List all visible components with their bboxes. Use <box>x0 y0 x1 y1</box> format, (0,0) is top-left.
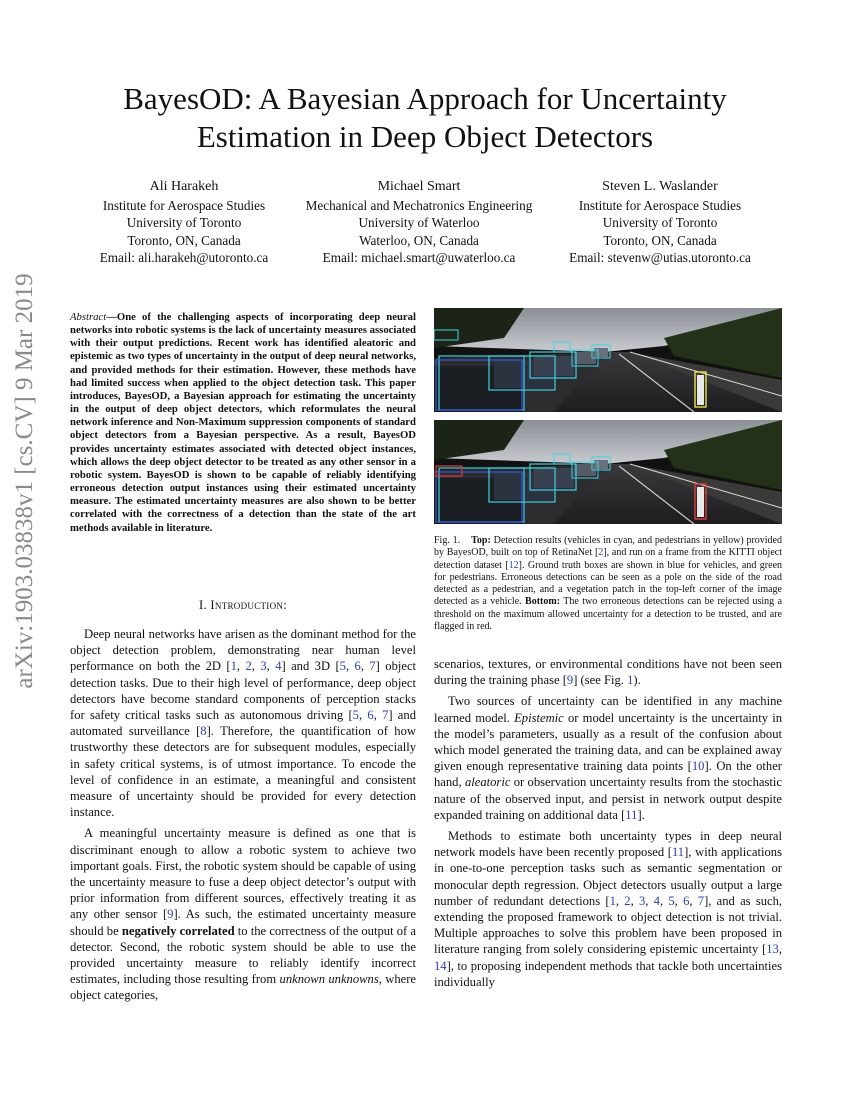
author-name: Steven L. Waslander <box>602 179 718 194</box>
intro-body <box>70 626 416 1009</box>
text-run: Deep neural networks have arisen as the dominant method for the object detection problem, demonstrating near human level performance on both the 2D [ <box>70 627 416 674</box>
figure-caption <box>434 535 782 633</box>
author-affiliation: Mechanical and Mechatronics Engineering <box>305 197 533 213</box>
caption-bottom-label: Bottom: <box>525 596 561 608</box>
text-run: to the correctness of the output of a detector. Second, the robotic system should be able to use the provided uncertainty measure to reliably identify incorrect estimates, including those resulting from <box>70 923 417 987</box>
author-university: University of Waterloo <box>358 215 480 231</box>
citation-link[interactable]: 2 <box>245 659 252 674</box>
author-name: Michael Smart <box>377 179 461 194</box>
citation-link[interactable]: 6 <box>367 708 374 723</box>
emphasis-bold: negatively correlated <box>121 923 235 938</box>
citation-link[interactable]: 4 <box>653 893 660 908</box>
citation-link[interactable]: 5 <box>668 893 675 908</box>
figure-top-image <box>434 308 782 412</box>
citation-link[interactable]: 5 <box>339 659 346 674</box>
text-run: ]. As such, the estimated uncertainty measure should be <box>70 907 416 938</box>
author-1 <box>93 178 275 267</box>
title-line-2: Estimation in Deep Object Detectors <box>196 119 654 154</box>
author-email: Email: stevenw@utias.utoronto.ca <box>569 250 751 266</box>
title-line-1: BayesOD: A Bayesian Approach for Uncertainty <box>123 81 727 116</box>
citation-link[interactable]: 3 <box>638 893 646 908</box>
section-title: Introduction: <box>210 598 287 612</box>
abstract-text: —One of the challenging aspects of incorporating deep neural networks into robotic systems is the lack of uncertainty measures associated with their output predictions. Recent work has identified aleatoric and epistemic as two types of uncertainty in the output of deep neural networks, and provided methods for their estimation. However, these methods have had limited success when applied to the object detection task. This paper introduces, BayesOD, a Bayesian approach for estimating the uncertainty in the output of deep object detectors, which reformulates the neural network inference and Non-Maximum suppression components of standard object detectors from a Bayesian perspective. As a result, BayesOD provides uncertainty estimates associated with detected object instances, which allows the deep object detector to be treated as any other sensor in a robotic system. BayesOD is shown to be capable of reliably identifying erroneous detection output instances using their estimated uncertainty measure. The estimated uncertainty measures are also shown to be better correlated with the correctness of a detection than the state of the art methods available in literature. <box>70 311 416 534</box>
text-run: Detection results (vehicles in cyan, and pedestrians in yellow) provided by BayesOD, built on top of RetinaNet [ <box>434 535 782 559</box>
text-run: ] object detection tasks. Due to their high level of performance, deep object detectors have become standard components of perception stacks for safety critical tasks such as autonomous driving [ <box>70 659 417 723</box>
text-run: A meaningful uncertainty measure is defined as one that is discriminant enough to allow a robotic system to achieve two important goals. First, the robotic system should be capable of using the uncertainty measure to fuse a deep object detector’s output with prior information from different sources, effectively treating it as any other sensor [ <box>70 826 416 922</box>
citation-link[interactable]: 11 <box>625 807 638 822</box>
author-location: Waterloo, ON, Canada <box>359 232 479 248</box>
abstract-lead: Abstract <box>70 311 107 323</box>
text-run: ], and as such, extending the proposed framework to object detection is not trivial. Multiple approaches to solve this problem have been proposed in literature ranging from solely considering epistemic uncertainty [ <box>434 893 783 957</box>
author-block <box>0 178 850 268</box>
caption-label: Fig. 1. <box>434 535 461 546</box>
arxiv-stamp: arXiv:1903.03838v1 [cs.CV] 9 Mar 2019 <box>11 273 38 689</box>
citation-link[interactable]: 7 <box>697 893 705 908</box>
citation-link[interactable]: 2 <box>598 547 604 559</box>
citation-link[interactable]: 14 <box>434 958 447 973</box>
text-run: ], to proposing independent methods that tackle both uncertainties individually <box>434 958 782 989</box>
figure-bottom-image <box>434 420 782 524</box>
citation-link[interactable]: 9 <box>566 673 574 688</box>
text-run: ], with applications in one-to-one perception tasks such as semantic segmentation or monocular depth regression. Object detectors usually output a large number of redundant detections [ <box>434 845 782 908</box>
paragraph-methods: Methods to estimate both uncertainty types in deep neural network models have been recently proposed [11], with applications in one-to-one perception tasks such as semantic segmentation or monocular depth regression. Object detectors usually output a large number of redundant detections [1, 2, 3, 4, 5, 6, 7], and as such, extending the proposed framework to object detection is not trivial. Multiple approaches to solve this problem have been proposed in literature ranging from solely considering epistemic uncertainty [13, 14], to proposing independent methods that tackle both uncertainties individually <box>434 829 783 989</box>
emphasis-italic: aleatoric <box>464 775 511 790</box>
text-run: ] and 3D [ <box>281 659 340 674</box>
text-run: ] and automated surveillance [ <box>70 708 416 739</box>
author-2 <box>296 178 542 267</box>
road-scene-bottom <box>434 420 782 524</box>
intro-paragraph-1: Deep neural networks have arisen as the dominant method for the object detection problem, demonstrating near human level performance on both the 2D [1, 2, 3, 4] and 3D [5, 6, 7] object detection tasks. Due to their high level of performance, deep object detectors have become standard components of perception stacks for safety critical tasks such as autonomous driving [5, 6, 7] and automated surveillance [8]. Therefore, the quantification of how trustworthy these detectors are for subsequent modules, especially in safety critical systems, is of utmost importance. To encode the level of confidence in an estimate, a meaningful and consistent measure of uncertainty should be provided for every detection instance. <box>70 627 417 820</box>
text-run: , where object categories, <box>70 972 417 1003</box>
citation-link[interactable]: 13 <box>766 942 779 957</box>
author-location: Toronto, ON, Canada <box>127 232 241 248</box>
text-run: ]. <box>637 807 645 822</box>
text-run: scenarios, textures, or environmental conditions have not been seen during the training phase [ <box>434 657 782 688</box>
citation-link[interactable]: 7 <box>382 708 389 723</box>
citation-link[interactable]: 6 <box>354 659 361 674</box>
text-run: Two sources of uncertainty can be identified in any machine learned model. <box>434 694 782 725</box>
text-run: ]. On the other hand, <box>434 759 782 790</box>
section-number: I. <box>199 598 211 612</box>
citation-link[interactable]: 12 <box>508 559 519 571</box>
text-run: ]. Ground truth boxes are shown in blue for vehicles, and green for pedestrians. Erroneous detections can be seen as a pole on the side of the road detected as a pedestrian, and a vegetation patch in the top-left corner of the image detected as a vehicle. <box>434 559 783 608</box>
emphasis-italic: Epistemic <box>514 710 564 725</box>
citation-link[interactable]: 8 <box>200 724 207 739</box>
section-heading <box>70 598 416 613</box>
text-run: Methods to estimate both uncertainty types in deep neural network models have been recently proposed [ <box>434 829 782 860</box>
citation-link[interactable]: 10 <box>691 759 705 774</box>
text-run: ], and run on a frame from the KITTI object detection dataset [ <box>434 547 782 571</box>
author-affiliation: Institute for Aerospace Studies <box>102 197 266 213</box>
text-run: ]. Therefore, the quantification of how trustworthy these detectors are for subsequent modules, especially in safety critical systems, is of utmost importance. To encode the level of confidence in an estimate, a meaningful and consistent measure of uncertainty should be provided for every detection instance. <box>70 724 416 820</box>
citation-link[interactable]: 1 <box>230 659 237 674</box>
author-affiliation: Institute for Aerospace Studies <box>578 197 742 213</box>
paper-title <box>50 80 800 156</box>
author-university: University of Toronto <box>126 215 242 231</box>
right-column-body <box>434 656 782 995</box>
citation-link[interactable]: 6 <box>683 893 690 908</box>
author-3 <box>562 178 758 267</box>
text-run: ] (see Fig. <box>573 673 628 688</box>
paragraph-uncertainty-sources <box>434 693 782 823</box>
citation-link[interactable]: 3 <box>260 659 267 674</box>
author-university: University of Toronto <box>602 215 718 231</box>
road-scene-top <box>434 308 782 412</box>
citation-link[interactable]: 11 <box>671 845 685 860</box>
emphasis-italic: unknown unknowns <box>279 972 379 987</box>
author-email: Email: michael.smart@uwaterloo.ca <box>322 250 516 266</box>
text-run: The two erroneous detections can be rejected using a threshold on the maximum allowed uncertainty for a detection to be trusted, and are flagged in red. <box>434 596 783 633</box>
author-location: Toronto, ON, Canada <box>603 232 717 248</box>
intro-paragraph-2 <box>70 825 416 1003</box>
text-run: or model uncertainty is the uncertainty in the model’s parameters, usually as a result of the confusion about which model generated the training data, and can be explained away given enough representative training data points [ <box>434 710 783 774</box>
citation-link[interactable]: 1 <box>609 893 616 908</box>
citation-link[interactable]: 7 <box>369 659 376 674</box>
citation-link[interactable]: 9 <box>167 907 174 922</box>
text-run: ). <box>633 673 641 688</box>
caption-top-label: Top: <box>471 535 491 546</box>
paragraph-continuation <box>434 656 782 688</box>
figure-ref-link[interactable]: 1 <box>627 673 634 688</box>
citation-link[interactable]: 2 <box>624 893 631 908</box>
author-name: Ali Harakeh <box>149 179 219 194</box>
text-run: or observation uncertainty results from the stochastic nature of the observed input, and persist in network output despite expanded training on additional data [ <box>434 775 782 822</box>
citation-link[interactable]: 4 <box>275 659 282 674</box>
author-email: Email: ali.harakeh@utoronto.ca <box>99 250 269 266</box>
abstract <box>70 311 416 535</box>
citation-link[interactable]: 5 <box>352 708 359 723</box>
